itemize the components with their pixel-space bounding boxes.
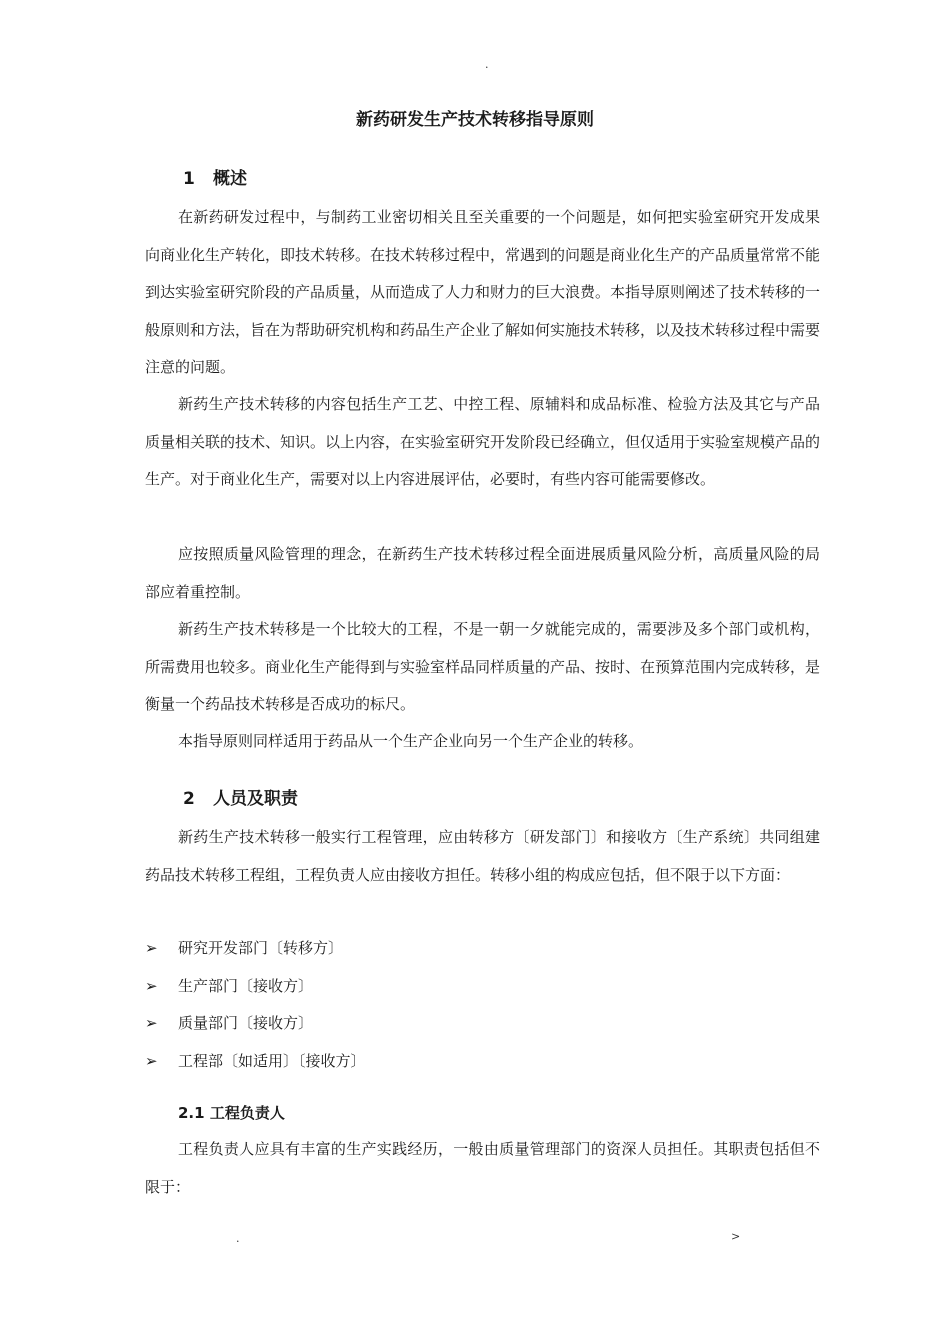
- header-mark: .: [485, 58, 489, 71]
- paragraph-1-3: 应按照质量风险管理的理念，在新药生产技术转移过程全面进展质量风险分析，高质量风险的局部应着重控制。: [145, 545, 820, 601]
- subsection-2-1-heading: [178, 1102, 285, 1123]
- list-item-text: 研究开发部门〔转移方〕: [178, 939, 344, 957]
- list-item-text: 工程部〔如适用〕〔接收方〕: [178, 1052, 366, 1070]
- section-2-title: 人员及职责: [213, 789, 298, 809]
- arrow-bullet-icon: ➢: [145, 977, 158, 995]
- paragraph-1-5: 本指导原则同样适用于药品从一个生产企业向另一个生产企业的转移。: [178, 732, 644, 750]
- section-1-number: 1: [183, 169, 195, 189]
- section-1-heading: [183, 164, 247, 189]
- list-item-text: 生产部门〔接收方〕: [178, 977, 314, 995]
- paragraph-1-2: 新药生产技术转移的内容包括生产工艺、中控工程、原辅料和成品标准、检验方法及其它与产品质量相关联的技术、知识。以上内容，在实验室研究开发阶段已经确立，但仅适用于实验室规模产品的生产。对于商业化生产，需要对以上内容进展评估，必要时，有些内容可能需要修改。: [145, 395, 821, 488]
- paragraph-1-1: 在新药研发过程中，与制药工业密切相关且至关重要的一个问题是，如何把实验室研究开发成果向商业化生产转化，即技术转移。在技术转移过程中，常遇到的问题是商业化生产的产品质量常常不能到达实验室研究阶段的产品质量，从而造成了人力和财力的巨大浪费。本指导原则阐述了技术转移的一般原则和方法，旨在为帮助研究机构和药品生产企业了解如何实施技术转移，以及技术转移过程中需要注意的问题。: [145, 208, 821, 376]
- section-2-number: 2: [183, 789, 195, 809]
- footer-right-mark: >: [731, 1230, 741, 1243]
- section-2-heading: [183, 784, 298, 809]
- paragraph-2-intro: 新药生产技术转移一般实行工程管理，应由转移方〔研发部门〕和接收方〔生产系统〕共同组建药品技术转移工程组，工程负责人应由接收方担任。转移小组的构成应包括，但不限于以下方面：: [145, 828, 820, 884]
- list-item: [145, 1011, 313, 1035]
- list-item-text: 质量部门〔接收方〕: [178, 1014, 314, 1032]
- list-item: [145, 936, 343, 960]
- arrow-bullet-icon: ➢: [145, 1052, 158, 1070]
- document-title: 新药研发生产技术转移指导原则: [356, 110, 594, 130]
- arrow-bullet-icon: ➢: [145, 1014, 158, 1032]
- section-1-title: 概述: [213, 169, 247, 189]
- arrow-bullet-icon: ➢: [145, 939, 158, 957]
- paragraph-2-1: 工程负责人应具有丰富的生产实践经历，一般由质量管理部门的资深人员担任。其职责包括但不限于：: [145, 1140, 820, 1196]
- subsection-2-1-number: 2.1: [178, 1104, 205, 1122]
- list-item: [145, 1049, 366, 1073]
- subsection-2-1-title: 工程负责人: [209, 1104, 285, 1122]
- list-item: [145, 974, 313, 998]
- footer-left-mark: .: [236, 1232, 240, 1245]
- paragraph-1-4: 新药生产技术转移是一个比较大的工程，不是一朝一夕就能完成的，需要涉及多个部门或机构，所需费用也较多。商业化生产能得到与实验室样品同样质量的产品、按时、在预算范围内完成转移，是衡量一个药品技术转移是否成功的标尺。: [145, 620, 821, 713]
